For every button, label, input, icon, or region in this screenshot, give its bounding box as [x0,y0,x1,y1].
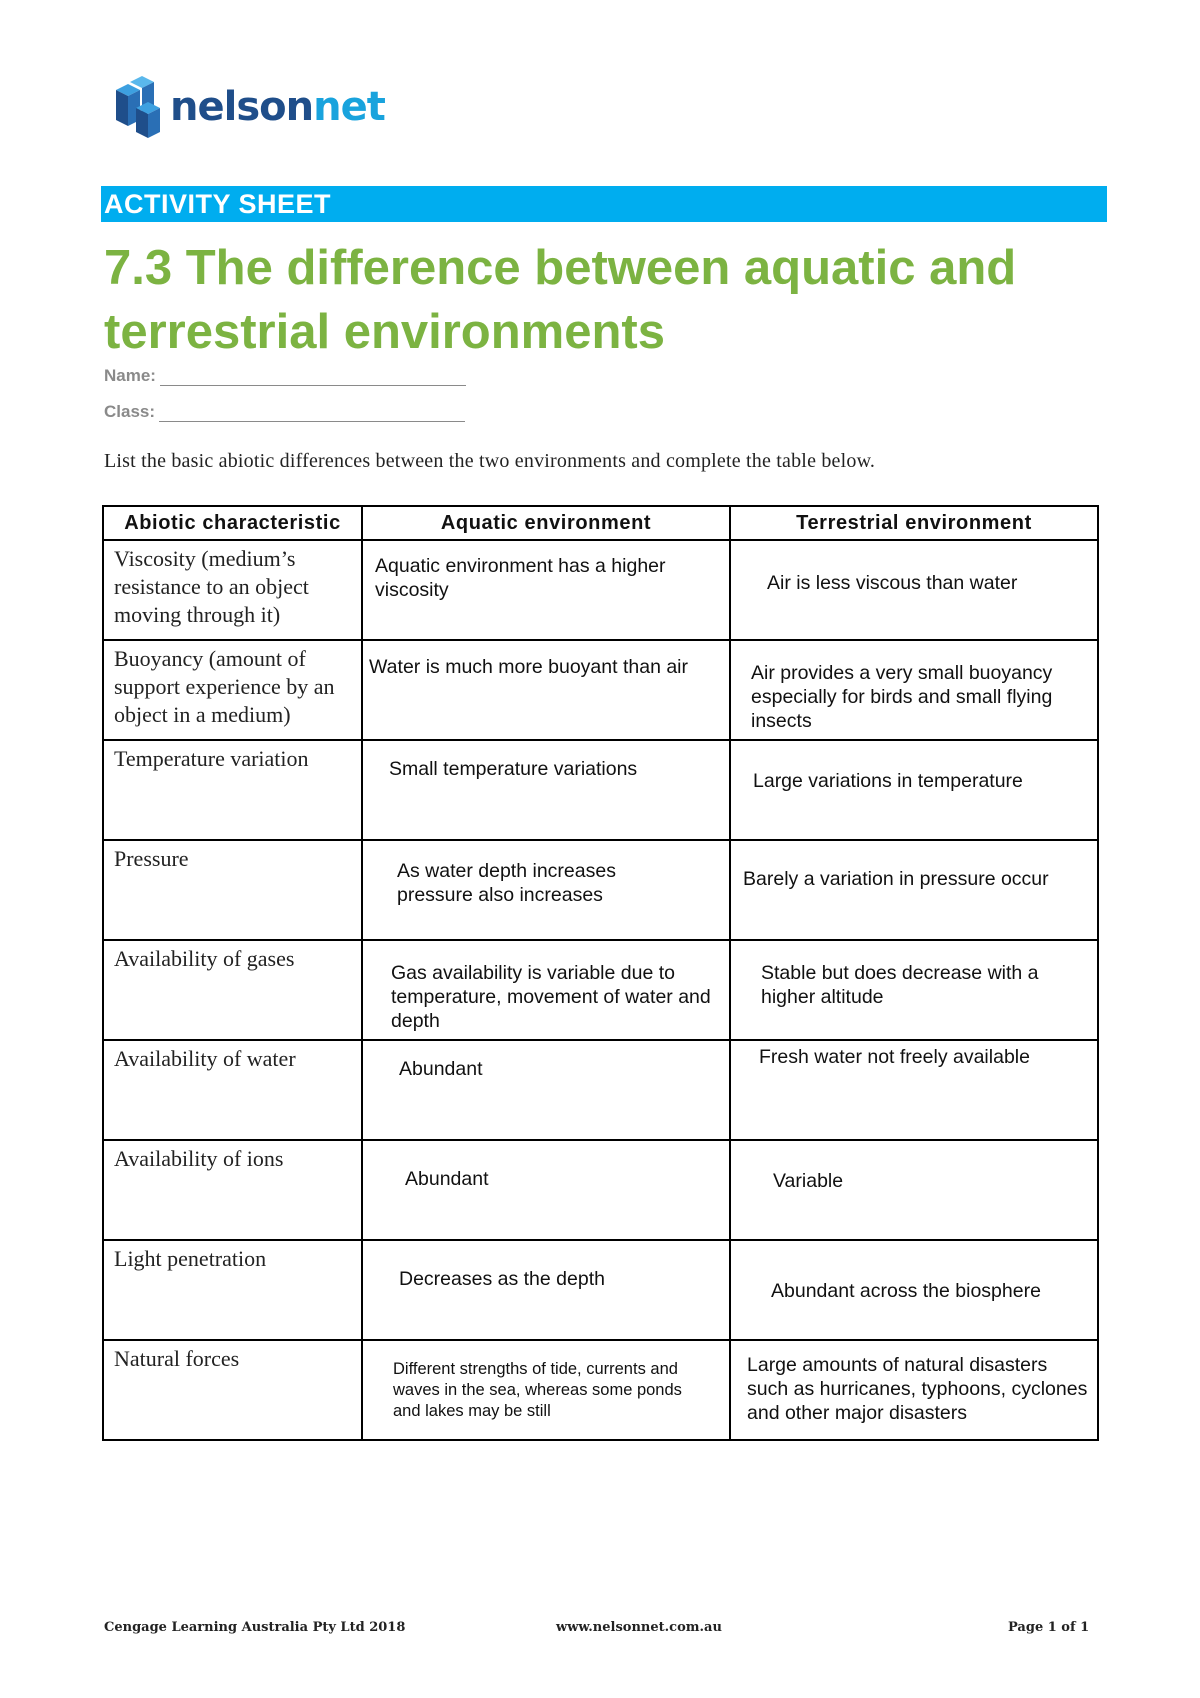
terrestrial-answer: Variable [773,1170,844,1192]
aquatic-answer: Gas availability is variable due to temperature, movement of water and depth [391,962,711,1032]
terrestrial-cell [730,540,1098,640]
aquatic-answer: As water depth increases pressure also increases [397,860,616,906]
footer-website: www.nelsonnet.com.au [556,1620,722,1635]
terrestrial-cell [730,1140,1098,1240]
table-row [103,940,1098,1040]
aquatic-cell [362,640,730,740]
terrestrial-cell [730,940,1098,1040]
class-field [104,402,465,422]
header-terrestrial: Terrestrial environment [730,506,1098,540]
table-row [103,540,1098,640]
table-header-row [103,506,1098,540]
terrestrial-answer: Air provides a very small buoyancy especially for birds and small flying insects [751,662,1053,732]
table-row [103,740,1098,840]
aquatic-cell [362,940,730,1040]
aquatic-cell [362,1340,730,1440]
header-aquatic: Aquatic environment [362,506,730,540]
class-label: Class: [104,402,156,421]
terrestrial-answer: Large amounts of natural disasters such as hurricanes, typhoons, cyclones and other major disasters [747,1354,1088,1424]
header-abiotic: Abiotic characteristic [103,506,362,540]
characteristic-cell: Viscosity (medium’s resistance to an object moving through it) [103,540,362,640]
aquatic-cell [362,1140,730,1240]
terrestrial-answer: Stable but does decrease with a higher altitude [761,962,1039,1008]
name-field [104,366,466,386]
aquatic-answer: Water is much more buoyant than air [369,656,688,678]
terrestrial-cell [730,640,1098,740]
class-line [159,405,465,422]
terrestrial-answer: Air is less viscous than water [767,572,1018,594]
abiotic-table [102,505,1099,1441]
nelsonnet-logo [110,74,385,140]
terrestrial-answer: Large variations in temperature [753,770,1023,792]
terrestrial-answer: Fresh water not freely available [759,1046,1030,1068]
terrestrial-cell [730,740,1098,840]
terrestrial-cell [730,1240,1098,1340]
characteristic-cell: Availability of water [103,1040,362,1140]
name-line [160,369,466,386]
table-row [103,1240,1098,1340]
aquatic-answer: Different strengths of tide, currents and waves in the sea, whereas some ponds and lakes may be still [393,1360,682,1420]
aquatic-answer: Abundant [405,1168,489,1190]
aquatic-answer: Aquatic environment has a higher viscosity [375,555,666,601]
instruction-text: List the basic abiotic differences between the two environments and complete the table below. [104,450,876,472]
characteristic-cell: Temperature variation [103,740,362,840]
terrestrial-cell [730,1340,1098,1440]
cube-logo-icon [110,76,166,138]
characteristic-cell: Buoyancy (amount of support experience by an object in a medium) [103,640,362,740]
logo-wordmark: nelsonnet [170,84,385,130]
table-row [103,1040,1098,1140]
activity-sheet-banner: ACTIVITY SHEET [101,186,1107,222]
aquatic-cell [362,1240,730,1340]
page-title: 7.3 The difference between aquatic and terrestrial environments [104,241,1017,359]
footer-page-number: Page 1 of 1 [1008,1620,1090,1635]
footer-copyright: Cengage Learning Australia Pty Ltd 2018 [104,1620,406,1635]
table-row [103,840,1098,940]
aquatic-answer: Decreases as the depth [399,1268,605,1290]
aquatic-cell [362,840,730,940]
aquatic-cell [362,740,730,840]
name-label: Name: [104,366,156,385]
terrestrial-answer: Abundant across the biosphere [771,1280,1041,1302]
terrestrial-cell [730,840,1098,940]
aquatic-cell [362,1040,730,1140]
aquatic-cell [362,540,730,640]
terrestrial-cell [730,1040,1098,1140]
characteristic-cell: Availability of gases [103,940,362,1040]
characteristic-cell: Pressure [103,840,362,940]
characteristic-cell: Availability of ions [103,1140,362,1240]
characteristic-cell: Light penetration [103,1240,362,1340]
table-row [103,1340,1098,1440]
characteristic-cell: Natural forces [103,1340,362,1440]
aquatic-answer: Small temperature variations [389,758,638,780]
terrestrial-answer: Barely a variation in pressure occur [743,868,1049,890]
aquatic-answer: Abundant [399,1058,483,1080]
table-row [103,640,1098,740]
table-row [103,1140,1098,1240]
